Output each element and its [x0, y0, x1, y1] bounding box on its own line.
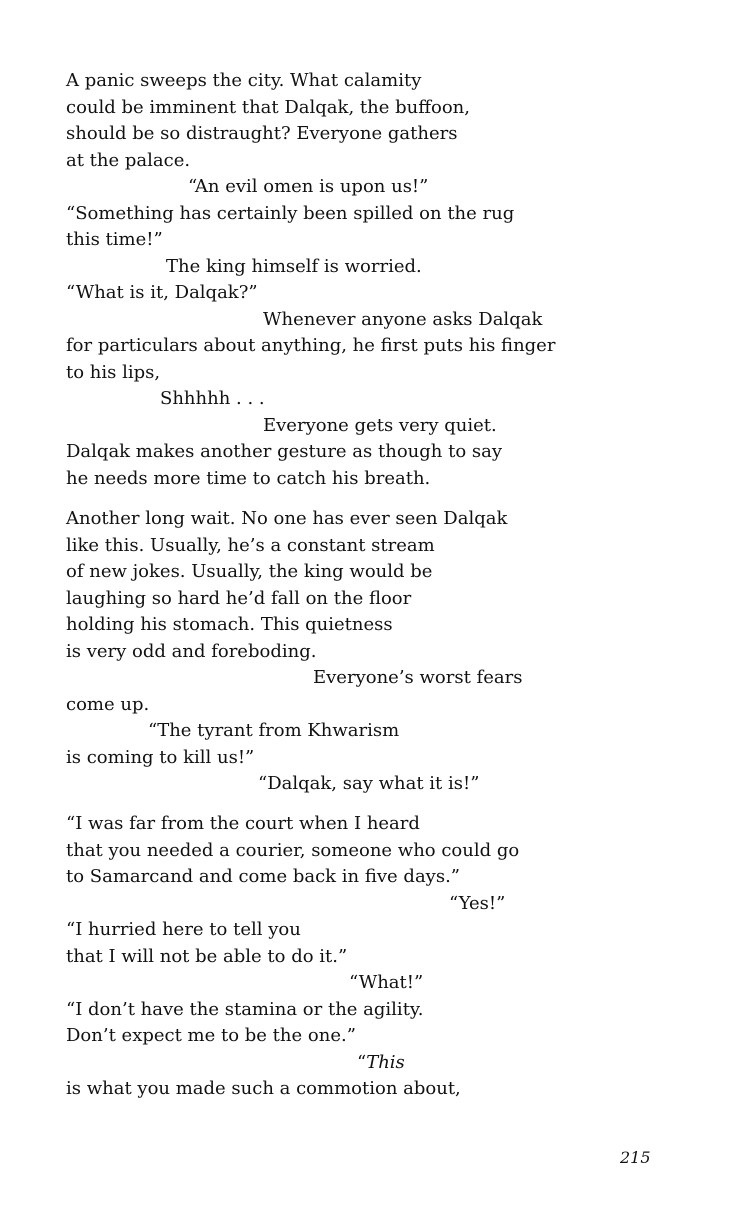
text-line: that you needed a courier, someone who could go	[66, 840, 520, 861]
text-line: is what you made such a commotion about,	[66, 1078, 461, 1099]
text-line: should be so distraught? Everyone gathers	[66, 123, 458, 144]
text-line: is very odd and foreboding.	[66, 641, 317, 662]
text-line: Don’t expect me to be the one.”	[66, 1025, 356, 1046]
text-line: to his lips,	[66, 362, 161, 383]
text-line: laughing so hard he’d fall on the floor	[66, 588, 412, 609]
text-line: “Yes!”	[449, 893, 506, 914]
text-line: Dalqak makes another gesture as though to say	[66, 441, 503, 462]
text-line: could be imminent that Dalqak, the buffoon,	[66, 97, 470, 118]
emphasized-word: This	[366, 1052, 405, 1073]
text-line: “What is it, Dalqak?”	[66, 282, 258, 303]
text-line: at the palace.	[66, 150, 191, 171]
text-line: he needs more time to catch his breath.	[66, 468, 431, 489]
text-line: “I was far from the court when I heard	[66, 813, 420, 834]
text-line: Whenever anyone asks Dalqak	[263, 309, 543, 330]
text-line: like this. Usually, he’s a constant stream	[66, 535, 435, 556]
text-line: to Samarcand and come back in five days.”	[66, 866, 461, 887]
text-line: “An evil omen is upon us!”	[188, 176, 429, 197]
text-line: “I don’t have the stamina or the agility.	[66, 999, 424, 1020]
text-line: “Something has certainly been spilled on the rug	[66, 203, 515, 224]
text-line: “What!”	[349, 972, 424, 993]
text-line: “I hurried here to tell you	[66, 919, 301, 940]
text-line: that I will not be able to do it.”	[66, 946, 348, 967]
text-line: “The tyrant from Khwarism	[148, 720, 400, 741]
text-line: holding his stomach. This quietness	[66, 614, 393, 635]
text-line: Everyone gets very quiet.	[263, 415, 497, 436]
text-line: is coming to kill us!”	[66, 747, 255, 768]
text-line: The king himself is worried.	[166, 256, 422, 277]
text-line: Everyone’s worst fears	[313, 667, 523, 688]
text-line: of new jokes. Usually, the king would be	[66, 561, 433, 582]
text-line: A panic sweeps the city. What calamity	[66, 70, 422, 91]
text-line: Another long wait. No one has ever seen Dalqak	[66, 508, 508, 529]
page-number: 215	[620, 1148, 651, 1167]
text-line: this time!”	[66, 229, 163, 250]
text-line: Shhhhh . . .	[160, 388, 265, 409]
text-line: come up.	[66, 694, 150, 715]
text-line: for particulars about anything, he first puts his finger	[66, 335, 556, 356]
text-line: “Dalqak, say what it is!”	[258, 773, 480, 794]
text-line-this	[357, 1052, 405, 1074]
open-quote: “	[357, 1052, 367, 1073]
